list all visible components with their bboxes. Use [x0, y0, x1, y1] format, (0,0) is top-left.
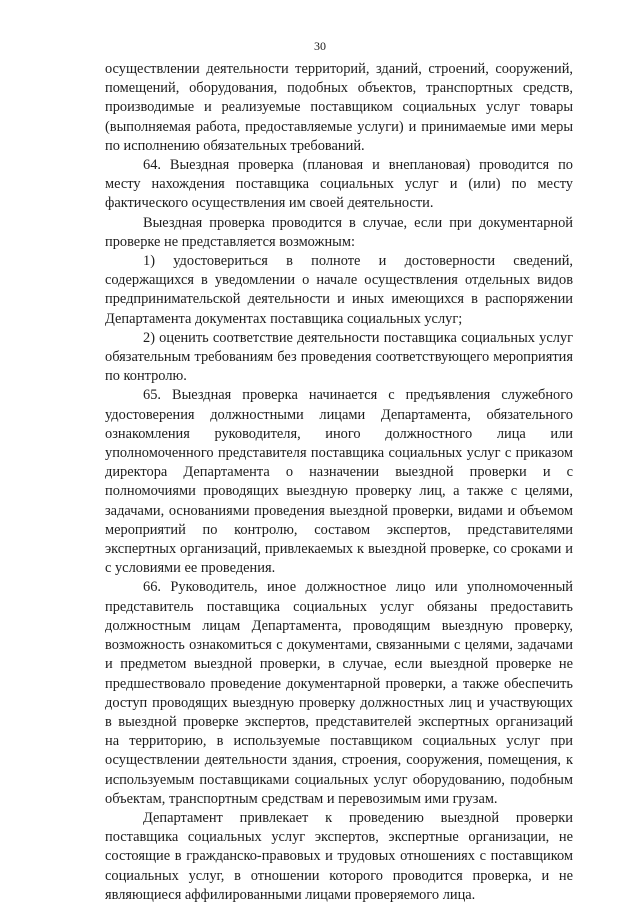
paragraph-65: 65. Выездная проверка начинается с предъявления служебного удостоверения должностными лицами Департамента, обязательного ознакомления руководителя, иного должностного лица или уполномоченного представителя поставщика социальных услуг с приказом директора Департамента о назначении выездной проверки и с полномочиями проводящих выездную проверку лиц, а также с целями, задачами, основаниями проведения выездной проверки, видами и объемом мероприятий по контролю, составом экспертов, представителями экспертных организаций, привлекаемых к выездной проверке, со сроками и с условиями ее проведения.: [105, 387, 573, 577]
paragraph-continuation: осуществлении деятельности территорий, зданий, строений, сооружений, помещений, оборудования, подобных объектов, транспортных средств, производимые и реализуемые поставщиком социальных услуг товары (выполняемая работа, предоставляемые услуги) и принимаемые ими меры по исполнению обязательных требований.: [105, 61, 573, 154]
list-item-1: 1) удостовериться в полноте и достоверности сведений, содержащихся в уведомлении о начале осуществления отдельных видов предпринимательской деятельности и иных имеющихся в распоряжении Департамента документах поставщика социальных услуг;: [105, 253, 573, 327]
list-item-2: 2) оценить соответствие деятельности поставщика социальных услуг обязательным требованиям без проведения соответствующего мероприятия по контролю.: [105, 329, 573, 385]
document-body: [105, 60, 573, 905]
paragraph-onsite-inspection-cases: Выездная проверка проводится в случае, если при документарной проверке не представляется возможным:: [105, 214, 573, 250]
paragraph-66: 66. Руководитель, иное должностное лицо или уполномоченный представитель поставщика социальных услуг обязаны предоставить должностным лицам Департамента, проводящим выездную проверку, возможность ознакомиться с документами, связанными с целями, задачами и предметом выездной проверки, в случае, если выездной проверке не предшествовало проведение документарной проверки, а также обеспечить доступ проводящих выездную проверку должностных лиц и участвующих в выездной проверке экспертов, представителей экспертных организаций на территорию, в используемые поставщиком социальных услуг при осуществлении деятельности здания, строения, сооружения, помещения, к используемым поставщиками социальных услуг оборудованию, подобным объектам, транспортным средствам и перевозимым ими грузам.: [105, 579, 573, 807]
page-number: 30: [314, 39, 326, 53]
paragraph-64: 64. Выездная проверка (плановая и внеплановая) проводится по месту нахождения поставщика социальных услуг и (или) по месту фактического осуществления им своей деятельности.: [105, 157, 573, 212]
paragraph-experts: Департамент привлекает к проведению выездной проверки поставщика социальных услуг экспертов, экспертные организации, не состоящие в гражданско-правовых и трудовых отношениях с поставщиком социальных услуг, в отношении которого проводится проверка, и не являющиеся аффилированными лицами проверяемого лица.: [105, 809, 573, 903]
